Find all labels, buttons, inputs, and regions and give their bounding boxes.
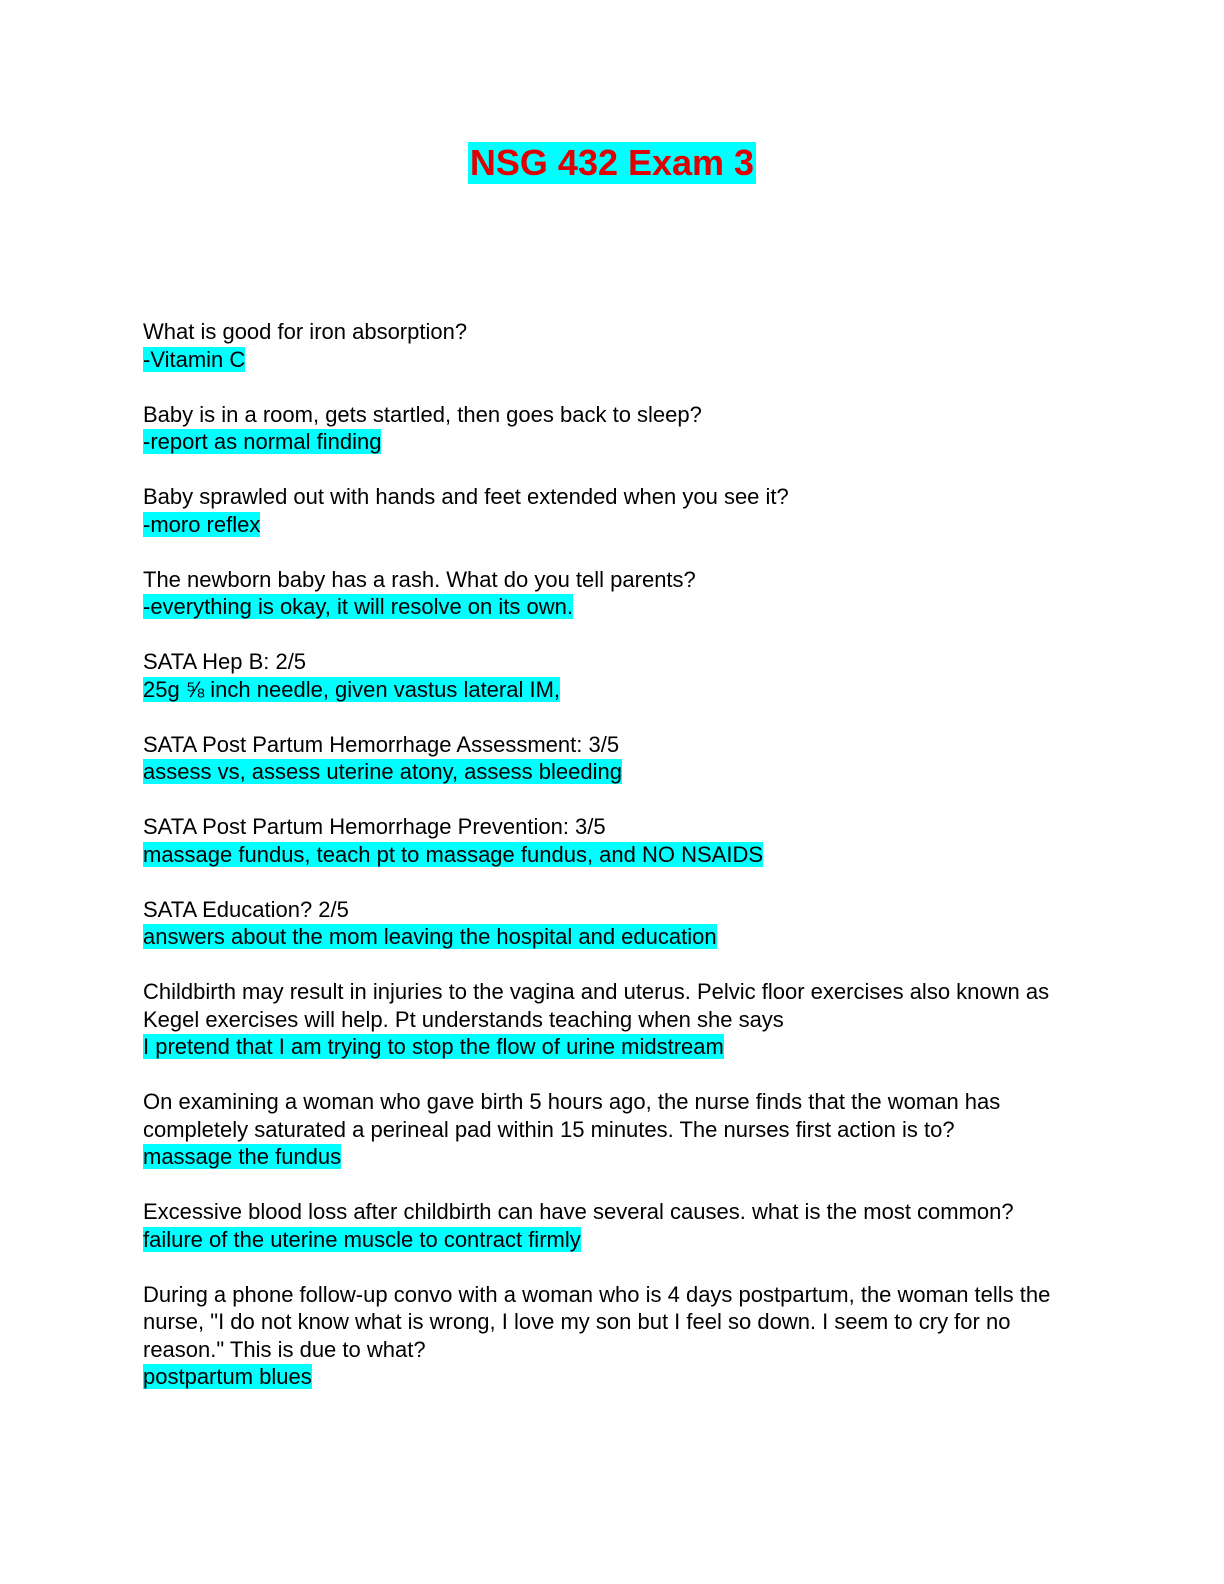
- title-container: [0, 142, 1224, 184]
- qa-item: [143, 978, 1083, 1061]
- qa-item: [143, 1281, 1083, 1391]
- question-text: The newborn baby has a rash. What do you tell parents?: [143, 566, 696, 592]
- document-title: NSG 432 Exam 3: [469, 142, 755, 183]
- qa-item: [143, 896, 1083, 951]
- qa-item: [143, 648, 1083, 703]
- question-text: SATA Hep B: 2/5: [143, 649, 307, 674]
- qa-item: [143, 731, 1083, 786]
- qa-item: [143, 318, 1083, 373]
- answer-text: massage the fundus: [143, 1144, 342, 1169]
- qa-item: [143, 1088, 1083, 1171]
- question-text: On examining a woman who gave birth 5 hours ago, the nurse finds that the woman has completely saturated a perineal pad within 15 minutes. The nurses first action is to?: [143, 1089, 1001, 1142]
- answer-text: answers about the mom leaving the hospital and education: [143, 924, 717, 949]
- answer-text: -moro reflex: [143, 511, 261, 537]
- question-text: Baby is in a room, gets startled, then goes back to sleep?: [143, 401, 702, 427]
- qa-list: [143, 318, 1083, 1418]
- question-text: During a phone follow-up convo with a woman who is 4 days postpartum, the woman tells the nurse, "I do not know what is wrong, I love my son but I feel so down. I seem to cry for no reason." This is due to what?: [143, 1281, 1051, 1362]
- question-text: Excessive blood loss after childbirth can have several causes. what is the most common?: [143, 1199, 1014, 1224]
- qa-item: [143, 401, 1083, 456]
- qa-item: [143, 813, 1083, 868]
- answer-text: postpartum blues: [143, 1364, 312, 1389]
- answer-text: -everything is okay, it will resolve on its own.: [143, 594, 573, 619]
- question-text: What is good for iron absorption?: [143, 319, 468, 344]
- question-text: SATA Post Partum Hemorrhage Prevention: 3/5: [143, 814, 606, 839]
- answer-text: 25g ⅝ inch needle, given vastus lateral IM,: [143, 676, 561, 702]
- qa-item: [143, 566, 1083, 621]
- qa-item: [143, 483, 1083, 538]
- answer-text: -Vitamin C: [143, 346, 246, 372]
- question-text: SATA Post Partum Hemorrhage Assessment: 3/5: [143, 731, 620, 757]
- qa-item: [143, 1198, 1083, 1253]
- answer-text: massage fundus, teach pt to massage fundus, and NO NSAIDS: [143, 841, 764, 867]
- answer-text: failure of the uterine muscle to contract firmly: [143, 1226, 581, 1252]
- answer-text: I pretend that I am trying to stop the flow of urine midstream: [143, 1034, 724, 1059]
- question-text: Baby sprawled out with hands and feet extended when you see it?: [143, 484, 789, 509]
- question-text: Childbirth may result in injuries to the vagina and uterus. Pelvic floor exercises also known as Kegel exercises will help. Pt understands teaching when she says: [143, 979, 1050, 1032]
- answer-text: -report as normal finding: [143, 429, 382, 454]
- answer-text: assess vs, assess uterine atony, assess bleeding: [143, 759, 622, 784]
- question-text: SATA Education? 2/5: [143, 896, 349, 922]
